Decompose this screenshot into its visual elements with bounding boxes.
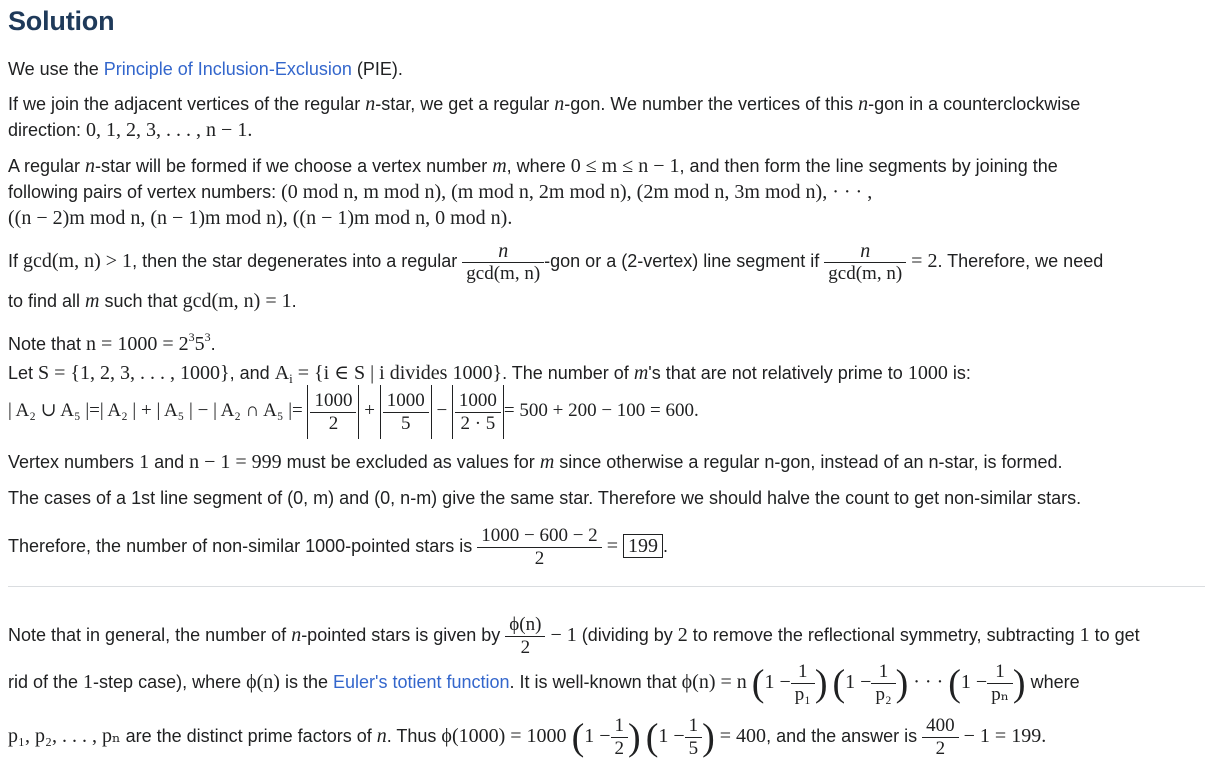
vertex-sequence: 0, 1, 2, 3, . . . , n − 1. [86,119,253,141]
paragraph-pairs-line2 [8,206,512,230]
section-divider [8,586,1205,587]
fraction-400-over-2: $\frac{400}{2}$ [922,715,959,760]
paragraph-sets: Let S = {1, 2, 3, . . . , 1000}, and $A_i = \{i$ ∈ S | i divides 1000}. The number of m's that are not relatively prime to 1000 is: [8,362,971,386]
floor-1000-over-5: $\frac{1000}{5}$ [380,385,432,439]
intro-paragraph: We use the Principle of Inclusion-Exclusion (PIE). [8,59,403,79]
pie-computation: | A₂ ∪ A₅ |=| A₂ | + | A₅ | − | A₂ ∩ A₅ |= $\frac{1000}{2}$ + $\frac{1000}{5}$ − $\frac{1000}{2 \cdot 5}$ = 500 + 200 − 100 = 600. [8,384,699,438]
paragraph-ngon-cont: direction: 0, 1, 2, 3, . . . , n − 1. [8,119,253,141]
answer-box: 199 [623,534,663,558]
paragraph-halving: The cases of a 1st line segment of (0, m) and (0, n-m) give the same star. Therefore we should halve the count to get non-similar stars. [8,488,1082,508]
section-heading: Solution [8,6,115,36]
paragraph-gcd-cont: to find all m such that gcd(m, n) = 1. [8,290,297,312]
fraction-n-over-gcd: $\frac{n}{\gcd(m, n)}$ [462,240,544,285]
fraction-result: $\frac{1000 - 600 - 2}{2}$ [477,525,601,570]
paragraph-totient: rid of the 1-step case), where ϕ(n) is the Euler's totient function. It is well-known that ϕ(n) = n (1 − $\frac{1}{\text{p₁}}$ ) (1 − $\frac{1}{\text{p₂}}$ ) · · · (1 − $\frac{1}{\text{pₙ}}$ ) where [8,660,1080,705]
vertex-pairs-cont: ((n − 2)m mod n, (n − 1)m mod n), ((n − 1)m mod n, 0 mod n). [8,207,513,229]
fraction-phi-over-2: $\frac{\phi(n)}{2}$ [505,614,545,659]
paragraph-star-formation: A regular n-star will be formed if we choose a vertex number m, where 0 ≤ m ≤ n − 1, and then form the line segments by joining the [8,155,1058,177]
paragraph-n-factorization: Note that $n = 1000 = 2^35^3$. [8,330,216,355]
paragraph-general-formula: Note that in general, the number of n-pointed stars is given by $\frac{\phi(n)}{2}$ − 1 (dividing by 2 to remove the reflectional symmetry, subtracting 1 to get [8,613,1140,658]
fraction-n-over-gcd-2: $\frac{n}{\gcd(m, n)}$ [824,240,906,285]
vertex-pairs: (0 mod n, m mod n), (m mod n, 2m mod n), (2m mod n, 3m mod n), · · · , [281,181,873,203]
floor-1000-over-2: $\frac{1000}{2}$ [307,385,359,439]
paragraph-result: Therefore, the number of non-similar 1000-pointed stars is $\frac{1000 - 600 - 2}{2}$ = 199 . [8,524,668,569]
pie-link[interactable]: Principle of Inclusion-Exclusion [103,59,352,79]
paragraph-exclusions: Vertex numbers 1 and n − 1 = 999 must be excluded as values for m since otherwise a regular n-gon, instead of an n-star, is formed. [8,451,1063,473]
totient-link[interactable]: Euler's totient function [333,672,510,692]
floor-1000-over-10: $\frac{1000}{2 \cdot 5}$ [452,385,504,439]
paragraph-pairs-line1: following pairs of vertex numbers: (0 mod n, m mod n), (m mod n, 2m mod n), (2m mod n, 3m mod n), · · · , [8,181,873,203]
paragraph-final-computation: p₁, p₂, . . . , pₙ are the distinct prime factors of n. Thus ϕ(1000) = 1000 (1 − $\frac{1}{2}$ ) (1 − $\frac{1}{5}$ ) = 400, and the answer is $\frac{400}{2}$ − 1 = 199. [8,714,1047,759]
paragraph-ngon: If we join the adjacent vertices of the regular n-star, we get a regular n-gon. We number the vertices of this n-gon in a counterclockwise [8,93,1081,115]
paragraph-gcd: If gcd(m, n) > 1, then the star degenerates into a regular $\frac{n}{\gcd(m, n)}$ -gon or a (2-vertex) line segment if $\frac{n}{\gcd(m, n)}$ = 2. Therefore, we need [8,239,1104,284]
